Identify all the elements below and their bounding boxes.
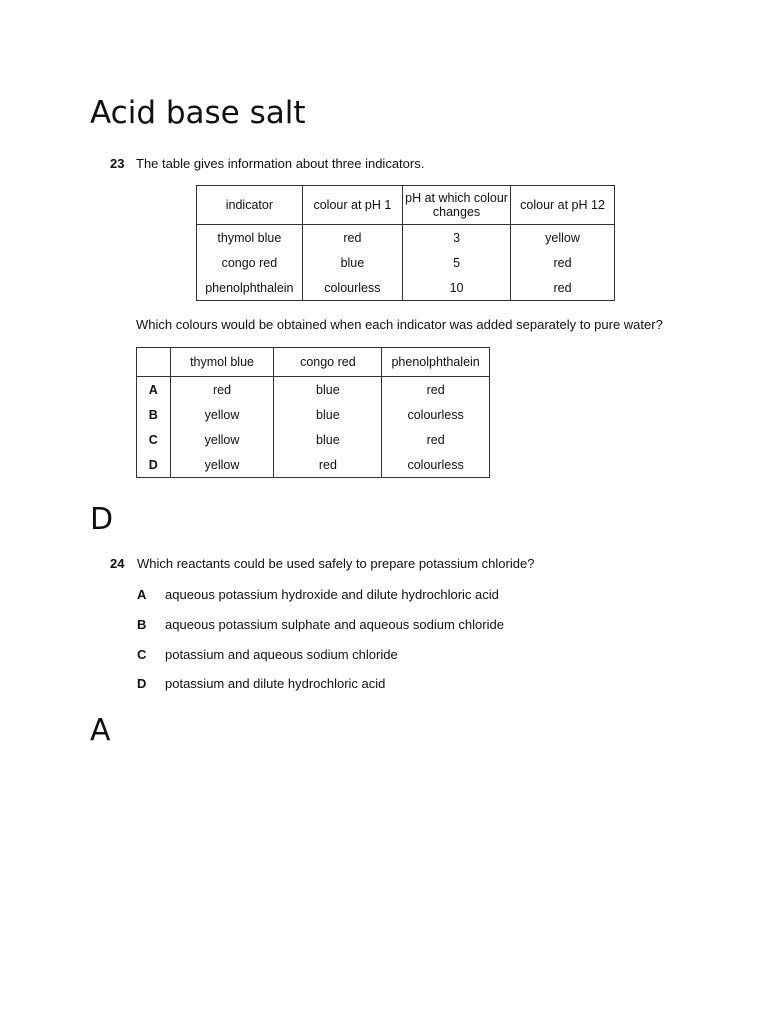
table-cell: red xyxy=(511,250,615,275)
table-header: colour at pH 1 xyxy=(302,186,402,225)
table-cell: yellow xyxy=(511,225,615,251)
table-header: phenolphthalein xyxy=(382,348,490,377)
table-cell: yellow xyxy=(170,452,274,478)
option-letter: B xyxy=(137,617,147,632)
table-cell: phenolphthalein xyxy=(197,275,303,301)
table-row xyxy=(137,402,490,427)
table-row xyxy=(137,452,490,478)
table-cell: yellow xyxy=(170,402,274,427)
table-cell: blue xyxy=(274,377,382,403)
table-cell: colourless xyxy=(302,275,402,301)
page-title: Acid base salt xyxy=(90,95,306,131)
table-header: indicator xyxy=(197,186,303,225)
option-text: aqueous potassium hydroxide and dilute hydrochloric acid xyxy=(165,587,499,602)
table-cell: 5 xyxy=(403,250,511,275)
option-letter: D xyxy=(137,676,147,691)
table-row xyxy=(137,377,490,403)
answer-23: D xyxy=(90,502,114,537)
table-cell: blue xyxy=(274,402,382,427)
table-cell: colourless xyxy=(382,402,490,427)
table-cell: thymol blue xyxy=(197,225,303,251)
table-row xyxy=(137,427,490,452)
table-row xyxy=(197,225,615,251)
options-table xyxy=(136,347,490,478)
table-cell: colourless xyxy=(382,452,490,478)
option-letter: C xyxy=(137,427,171,452)
table-cell: red xyxy=(511,275,615,301)
table-cell: red xyxy=(382,427,490,452)
table-row xyxy=(197,275,615,301)
indicators-table xyxy=(196,185,615,301)
table-header-row xyxy=(137,348,490,377)
option-text: potassium and aqueous sodium chloride xyxy=(165,647,398,662)
table-header: colour at pH 12 xyxy=(511,186,615,225)
table-cell: red xyxy=(382,377,490,403)
option-letter: A xyxy=(137,587,147,602)
table-cell: blue xyxy=(302,250,402,275)
table-header: pH at which colour changes xyxy=(403,186,511,225)
table-cell: 3 xyxy=(403,225,511,251)
table-cell: yellow xyxy=(170,427,274,452)
table-header: thymol blue xyxy=(170,348,274,377)
table-cell: 10 xyxy=(403,275,511,301)
table-header: congo red xyxy=(274,348,382,377)
table-row xyxy=(197,250,615,275)
question-23-text: Which colours would be obtained when each indicator was added separately to pure water? xyxy=(136,317,663,332)
option-text: potassium and dilute hydrochloric acid xyxy=(165,676,386,691)
option-text: aqueous potassium sulphate and aqueous sodium chloride xyxy=(165,617,504,632)
table-header xyxy=(137,348,171,377)
question-23-intro: The table gives information about three indicators. xyxy=(136,156,425,171)
table-cell: congo red xyxy=(197,250,303,275)
option-letter: D xyxy=(137,452,171,478)
answer-24: A xyxy=(90,713,111,748)
table-cell: red xyxy=(274,452,382,478)
option-letter: C xyxy=(137,647,147,662)
table-cell: red xyxy=(170,377,274,403)
question-number-23: 23 xyxy=(110,156,125,171)
table-cell: red xyxy=(302,225,402,251)
question-number-24: 24 xyxy=(110,556,125,571)
question-24-text: Which reactants could be used safely to prepare potassium chloride? xyxy=(137,556,535,571)
table-header-row xyxy=(197,186,615,225)
table-cell: blue xyxy=(274,427,382,452)
option-letter: A xyxy=(137,377,171,403)
option-letter: B xyxy=(137,402,171,427)
